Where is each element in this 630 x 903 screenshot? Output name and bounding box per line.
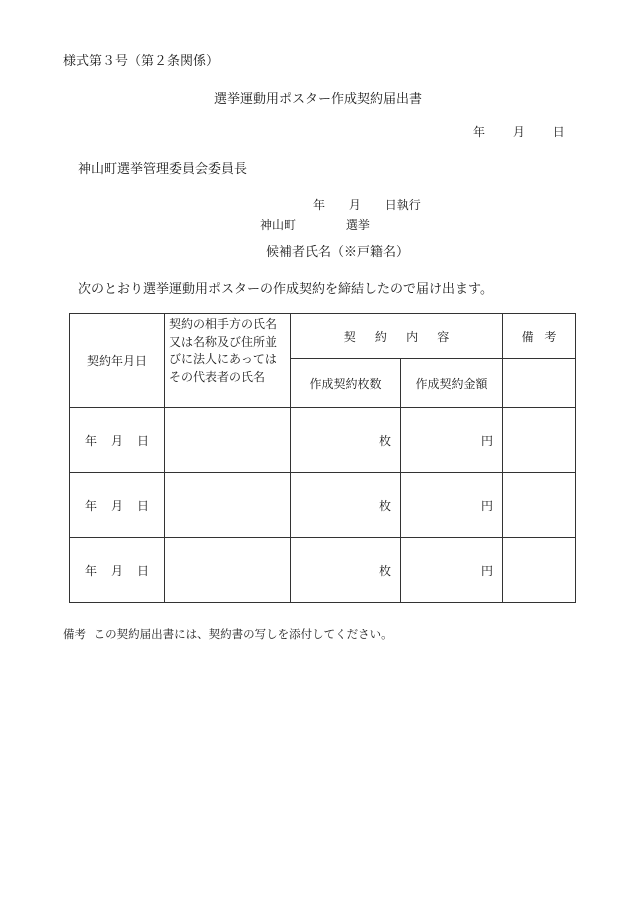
candidate-name-label: 候補者氏名（※戸籍名） (266, 245, 410, 260)
document-title: 選挙運動用ポスター作成契約届出書 (214, 92, 423, 107)
row-count: 枚 (291, 408, 401, 473)
row-count: 枚 (291, 538, 401, 603)
table-row (70, 538, 576, 603)
contract-table (69, 313, 576, 603)
election-month: 月 (348, 198, 361, 212)
election-year: 年 (313, 198, 326, 212)
statement: 次のとおり選挙運動用ポスターの作成契約を締結したので届け出ます。 (78, 282, 493, 297)
submission-date (473, 123, 565, 140)
submission-year: 年 (473, 125, 486, 139)
row-party (165, 473, 291, 538)
row-amount: 円 (401, 473, 503, 538)
row-date: 年 月 日 (70, 408, 165, 473)
header-contract-content: 契約内容 (291, 314, 503, 359)
election-label: 選挙 (345, 218, 370, 232)
row-notes (503, 408, 576, 473)
header-notes-blank (503, 359, 576, 408)
form-number: 様式第３号（第２条関係） (63, 54, 220, 69)
row-date: 年 月 日 (70, 538, 165, 603)
header-notes: 備考 (503, 314, 576, 359)
election-town: 神山町 (260, 218, 297, 232)
header-party: 契約の相手方の氏名又は名称及び住所並びに法人にあってはその代表者の氏名 (165, 314, 291, 408)
table-row (70, 408, 576, 473)
election-name (260, 216, 370, 233)
election-day: 日執行 (384, 198, 421, 212)
footnote (63, 626, 393, 642)
addressee: 神山町選挙管理委員会委員長 (78, 162, 248, 177)
election-date (313, 196, 421, 213)
row-notes (503, 473, 576, 538)
row-party (165, 408, 291, 473)
row-amount: 円 (401, 408, 503, 473)
row-amount: 円 (401, 538, 503, 603)
row-party (165, 538, 291, 603)
row-count: 枚 (291, 473, 401, 538)
table-row (70, 473, 576, 538)
submission-day: 日 (552, 125, 565, 139)
row-notes (503, 538, 576, 603)
submission-month: 月 (512, 125, 525, 139)
header-contract-date: 契約年月日 (70, 314, 165, 408)
row-date: 年 月 日 (70, 473, 165, 538)
footnote-label: 備考 (63, 627, 86, 641)
header-amount: 作成契約金額 (401, 359, 503, 408)
header-count: 作成契約枚数 (291, 359, 401, 408)
footnote-text: この契約届出書には、契約書の写しを添付してください。 (93, 627, 393, 641)
